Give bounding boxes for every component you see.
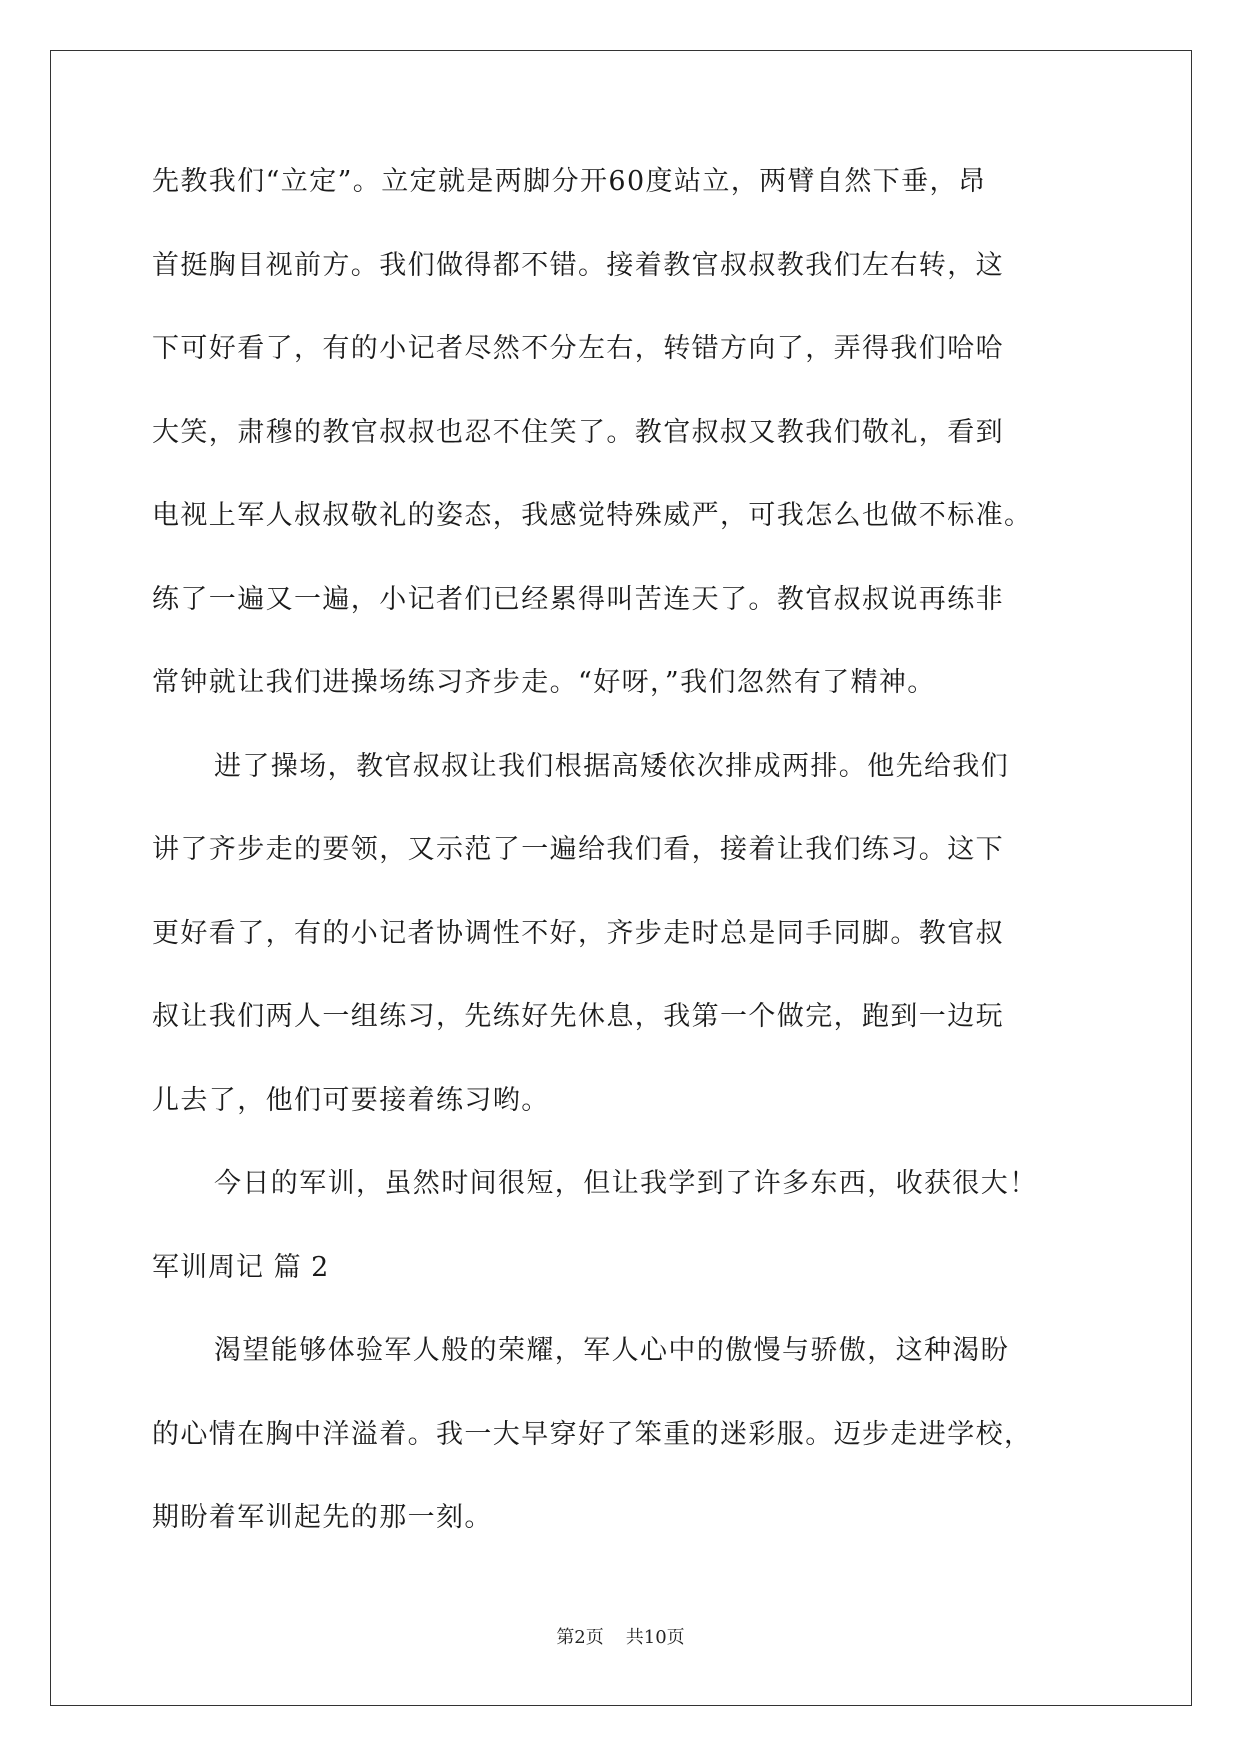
text-line: 常钟就让我们进操场练习齐步走。“好呀，”我们忽然有了精神。: [152, 667, 936, 698]
text-line: 下可好看了，有的小记者尽然不分左右，转错方向了，弄得我们哈哈: [152, 333, 1004, 364]
text-line: 叔让我们两人一组练习，先练好先休息，我第一个做完，跑到一边玩: [152, 1001, 1004, 1032]
page-footer: [0, 1626, 1241, 1650]
text-line: 电视上军人叔叔敬礼的姿态，我感觉特殊威严，可我怎么也做不标准。: [152, 500, 1033, 531]
document-body: [152, 162, 1092, 1582]
text-line: 讲了齐步走的要领，又示范了一遍给我们看，接着让我们练习。这下: [152, 834, 1004, 865]
page-total: 共10页: [625, 1627, 685, 1648]
text-line: 练了一遍又一遍，小记者们已经累得叫苦连天了。教官叔叔说再练非: [152, 583, 1004, 615]
paragraph-first-line: 渴望能够体验军人般的荣耀，军人心中的傲慢与骄傲，这种渴盼: [214, 1335, 1010, 1366]
text-line: 先教我们“立定”。立定就是两脚分开60度站立，两臂自然下垂，昂: [152, 166, 987, 197]
paragraph-first-line: 今日的军训，虽然时间很短，但让我学到了许多东西，收获很大！: [214, 1168, 1038, 1199]
text-line: 更好看了，有的小记者协调性不好，齐步走时总是同手同脚。教官叔: [152, 917, 1004, 949]
text-line: 期盼着军训起先的那一刻。: [152, 1502, 493, 1533]
text-line: 大笑，肃穆的教官叔叔也忍不住笑了。教官叔叔又教我们敬礼，看到: [152, 416, 1004, 448]
page-number: 第2页: [556, 1627, 604, 1648]
paragraph-first-line: 进了操场，教官叔叔让我们根据高矮依次排成两排。他先给我们: [214, 750, 1010, 782]
text-line: 儿去了，他们可要接着练习哟。: [152, 1084, 550, 1116]
section-heading: 军训周记 篇 2: [152, 1251, 330, 1283]
text-line: 的心情在胸中洋溢着。我一大早穿好了笨重的迷彩服。迈步走进学校，: [152, 1418, 1033, 1450]
text-line: 首挺胸目视前方。我们做得都不错。接着教官叔叔教我们左右转，这: [152, 249, 1004, 281]
